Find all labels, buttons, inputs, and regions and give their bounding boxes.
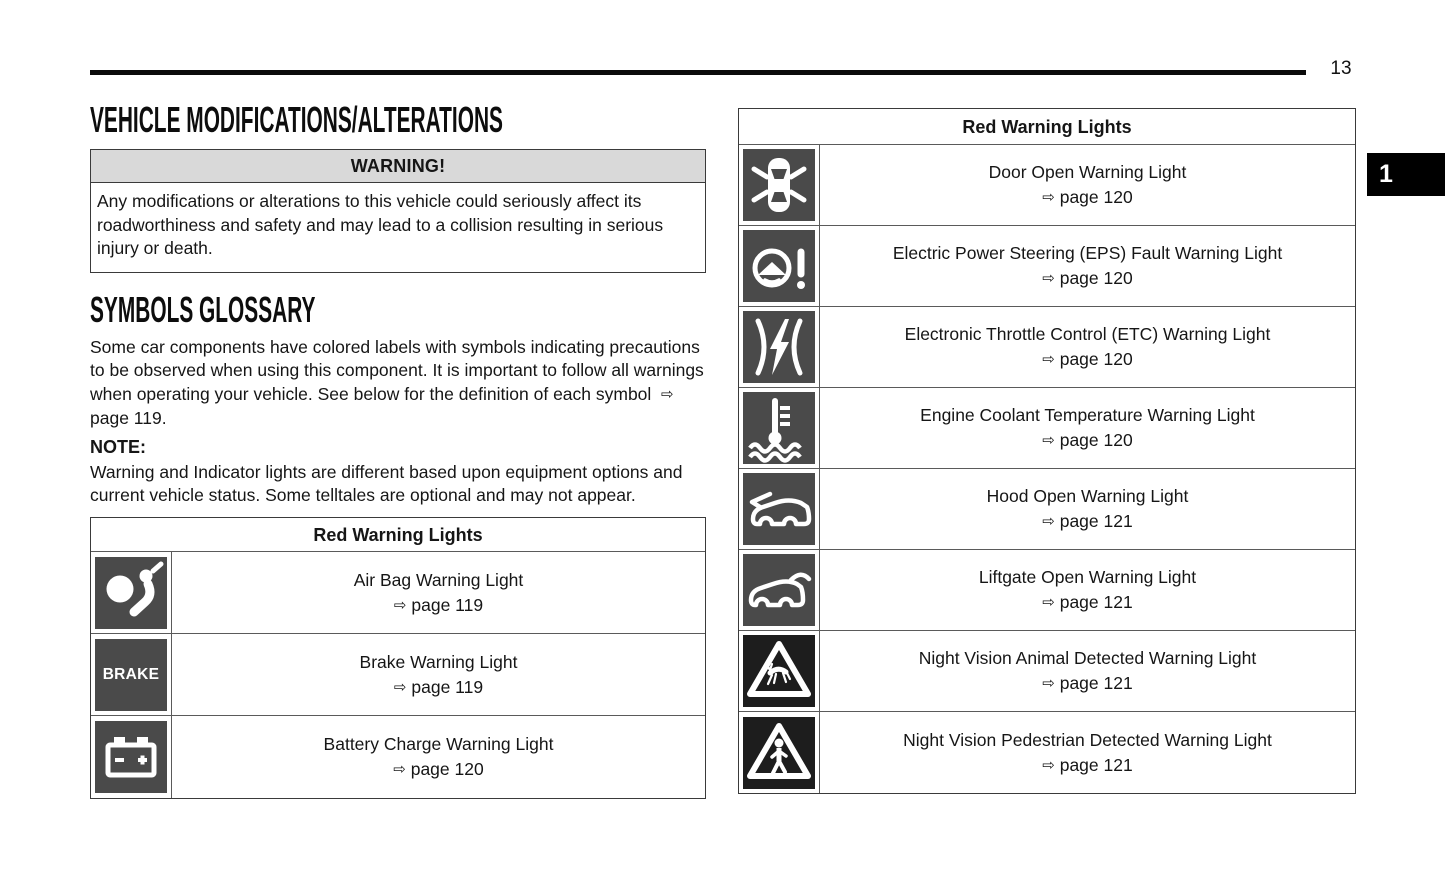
page-reference[interactable]: [1042, 187, 1132, 208]
eps-fault-warning-icon: [743, 230, 815, 302]
note-label: NOTE:: [90, 437, 146, 457]
page-arrow-icon: ⇨: [393, 760, 406, 778]
liftgate-open-warning-icon: [743, 554, 815, 626]
warning-light-label: Brake Warning Light: [359, 651, 518, 672]
warning-light-label: Liftgate Open Warning Light: [978, 567, 1197, 587]
page-reference[interactable]: [1042, 755, 1132, 776]
page-arrow-icon: ⇨: [1042, 512, 1055, 530]
page-arrow-icon: ⇨: [1042, 269, 1055, 287]
night-vision-pedestrian-detected-icon: [743, 717, 815, 789]
page-arrow-icon: ⇨: [1042, 188, 1055, 206]
night-vision-animal-detected-icon: [743, 635, 815, 707]
warning-box-title: WARNING!: [91, 150, 705, 183]
air-bag-warning-icon: [95, 557, 167, 629]
page-reference[interactable]: [1042, 349, 1132, 370]
warning-light-label: Electric Power Steering (EPS) Fault Warning Light: [892, 243, 1283, 263]
page-arrow-icon: ⇨: [1042, 755, 1055, 774]
warning-light-label: Night Vision Pedestrian Detected Warning Light: [903, 729, 1272, 750]
page-reference[interactable]: [1042, 430, 1132, 451]
page-arrow-icon: ⇨: [393, 595, 407, 614]
warning-box-body: Any modifications or alterations to this vehicle could seriously affect its roadworthiness and safety and may lead to a collision resulting in serious injury or death.: [97, 191, 664, 258]
warning-light-label: Air Bag Warning Light: [353, 569, 524, 590]
page-reference[interactable]: [393, 759, 483, 780]
glossary-intro-paragraph: [90, 336, 712, 431]
brake-warning-icon: [95, 639, 167, 711]
table-row: [739, 550, 1355, 631]
door-open-warning-icon: [743, 149, 815, 221]
section-heading-glossary: SYMBOLS GLOSSARY: [90, 289, 316, 330]
engine-coolant-temperature-warning-icon: [743, 392, 815, 464]
table-row: [739, 226, 1355, 307]
page-reference[interactable]: [394, 595, 483, 616]
warning-light-label: Engine Coolant Temperature Warning Light: [920, 405, 1255, 425]
page-ref-text: page 121: [1059, 673, 1133, 693]
warning-light-label: Electronic Throttle Control (ETC) Warning Light: [904, 324, 1271, 344]
section-heading-modifications: VEHICLE MODIFICATIONS/ALTERATIONS: [90, 99, 503, 140]
chapter-tab: [1367, 153, 1445, 196]
page-ref-text: page 119: [411, 676, 484, 697]
glossary-intro-page-ref[interactable]: page 119.: [90, 408, 167, 429]
page-number: 13: [1330, 58, 1352, 79]
page-reference[interactable]: [394, 677, 483, 698]
page-ref-text: page 119: [411, 594, 484, 615]
table-row: [739, 631, 1355, 712]
warning-light-label: Battery Charge Warning Light: [323, 734, 554, 754]
hood-open-warning-icon: [743, 473, 815, 545]
page-ref-text: page 120: [410, 759, 484, 779]
page-ref-text: page 120: [1059, 187, 1133, 207]
page-arrow-icon: ⇨: [1042, 593, 1055, 611]
page-reference[interactable]: [1042, 511, 1132, 532]
table-row: [739, 307, 1355, 388]
page-reference[interactable]: [1042, 592, 1132, 613]
page-arrow-icon: ⇨: [1042, 350, 1055, 368]
etc-warning-icon: [743, 311, 815, 383]
table-header: Red Warning Lights: [739, 109, 1355, 145]
page-reference[interactable]: [1042, 268, 1132, 289]
table-row: [739, 712, 1355, 793]
header-rule: [90, 70, 1306, 75]
note-body: Warning and Indicator lights are different based upon equipment options and current vehicle status. Some telltales are optional and may not appear.: [90, 462, 683, 505]
warning-light-label: Hood Open Warning Light: [986, 486, 1189, 506]
page-arrow-icon: ⇨: [1042, 431, 1055, 449]
chapter-tab-label: 1: [1379, 160, 1393, 188]
page-arrow-icon: ⇨: [661, 384, 674, 403]
page-ref-text: page 121: [1059, 754, 1133, 775]
page-ref-text: page 120: [1059, 430, 1133, 450]
table-row: [91, 634, 705, 716]
page-reference[interactable]: [1042, 673, 1132, 694]
red-warning-lights-table-right: [738, 108, 1356, 794]
warning-box: [90, 149, 706, 273]
table-row: [739, 145, 1355, 226]
glossary-intro-text: Some car components have colored labels with symbols indicating precautions to be observed when using this component. It is important to follow all warnings when operating your vehicle. See below for the definition of each symbol: [90, 337, 704, 404]
table-row: [739, 388, 1355, 469]
table-row: [739, 469, 1355, 550]
table-header: Red Warning Lights: [91, 518, 705, 552]
warning-light-label: Night Vision Animal Detected Warning Light: [918, 648, 1257, 668]
page-ref-text: page 121: [1059, 511, 1133, 531]
page-arrow-icon: ⇨: [393, 677, 407, 696]
brake-icon-text: BRAKE: [102, 665, 160, 683]
table-row: [91, 716, 705, 798]
page-ref-text: page 121: [1059, 592, 1133, 612]
warning-light-label: Door Open Warning Light: [988, 162, 1187, 182]
battery-charge-warning-icon: [95, 721, 167, 793]
page-ref-text: page 120: [1059, 349, 1133, 369]
page-arrow-icon: ⇨: [1042, 674, 1055, 692]
table-row: [91, 552, 705, 634]
red-warning-lights-table-left: [90, 517, 706, 799]
page-ref-text: page 120: [1059, 268, 1133, 288]
